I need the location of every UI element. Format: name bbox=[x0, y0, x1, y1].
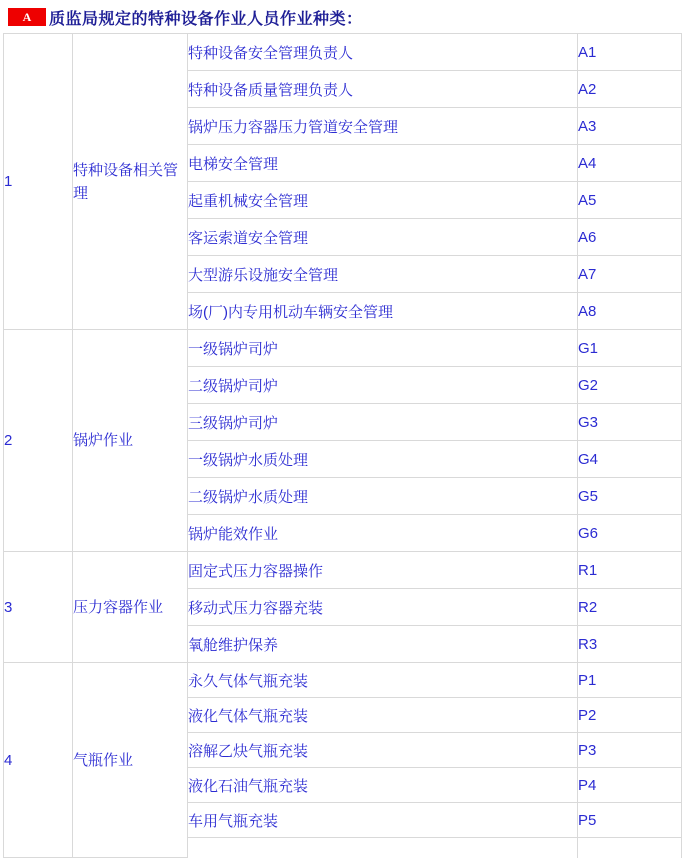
item-name-cell: 锅炉压力容器压力管道安全管理 bbox=[188, 108, 578, 145]
code-cell: P1 bbox=[578, 663, 682, 698]
table-row bbox=[4, 330, 682, 367]
code-cell: A3 bbox=[578, 108, 682, 145]
item-name-cell: 二级锅炉水质处理 bbox=[188, 478, 578, 515]
item-name-cell: 大型游乐设施安全管理 bbox=[188, 256, 578, 293]
code-cell: P2 bbox=[578, 698, 682, 733]
code-cell: A2 bbox=[578, 71, 682, 108]
item-name-cell: 起重机械安全管理 bbox=[188, 182, 578, 219]
code-cell: P4 bbox=[578, 768, 682, 803]
item-name-cell: 场(厂)内专用机动车辆安全管理 bbox=[188, 293, 578, 330]
item-name-cell: 氧舱维护保养 bbox=[188, 626, 578, 663]
item-name-cell: 溶解乙炔气瓶充装 bbox=[188, 733, 578, 768]
item-name-cell: 一级锅炉司炉 bbox=[188, 330, 578, 367]
item-name-cell: 液化石油气瓶充装 bbox=[188, 768, 578, 803]
table-row bbox=[4, 663, 682, 698]
code-cell: R3 bbox=[578, 626, 682, 663]
item-name-cell: 车用气瓶充装 bbox=[188, 803, 578, 838]
item-name-cell: 液化气体气瓶充装 bbox=[188, 698, 578, 733]
group-number-cell: 3 bbox=[4, 552, 73, 663]
table-row bbox=[4, 34, 682, 71]
item-name-cell: 固定式压力容器操作 bbox=[188, 552, 578, 589]
code-cell: G1 bbox=[578, 330, 682, 367]
code-cell: A1 bbox=[578, 34, 682, 71]
group-number-cell: 2 bbox=[4, 330, 73, 552]
code-cell: A4 bbox=[578, 145, 682, 182]
item-name-cell: 客运索道安全管理 bbox=[188, 219, 578, 256]
code-cell: P3 bbox=[578, 733, 682, 768]
item-name-cell: 一级锅炉水质处理 bbox=[188, 441, 578, 478]
table-row bbox=[4, 552, 682, 589]
code-cell: G4 bbox=[578, 441, 682, 478]
code-cell: A8 bbox=[578, 293, 682, 330]
code-cell: P5 bbox=[578, 803, 682, 838]
page-header bbox=[8, 8, 689, 26]
item-name-cell: 锅炉能效作业 bbox=[188, 515, 578, 552]
code-cell: R2 bbox=[578, 589, 682, 626]
item-name-cell: 移动式压力容器充装 bbox=[188, 589, 578, 626]
page-title: 质监局规定的特种设备作业人员作业种类： bbox=[49, 10, 363, 28]
code-cell: G2 bbox=[578, 367, 682, 404]
code-cell: G5 bbox=[578, 478, 682, 515]
item-name-cell: 永久气体气瓶充装 bbox=[188, 663, 578, 698]
category-cell: 压力容器作业 bbox=[73, 552, 188, 663]
code-cell: G3 bbox=[578, 404, 682, 441]
group-number-cell: 1 bbox=[4, 34, 73, 330]
item-name-cell: 三级锅炉司炉 bbox=[188, 404, 578, 441]
code-cell: A7 bbox=[578, 256, 682, 293]
job-categories-table bbox=[3, 33, 682, 858]
item-name-cell: 二级锅炉司炉 bbox=[188, 367, 578, 404]
category-cell: 锅炉作业 bbox=[73, 330, 188, 552]
item-name-cell: 特种设备质量管理负责人 bbox=[188, 71, 578, 108]
group-number-cell: 4 bbox=[4, 663, 73, 858]
item-name-cell: 电梯安全管理 bbox=[188, 145, 578, 182]
section-badge: A bbox=[8, 8, 46, 26]
item-name-cell: 特种设备安全管理负责人 bbox=[188, 34, 578, 71]
category-cell: 气瓶作业 bbox=[73, 663, 188, 858]
code-cell: R1 bbox=[578, 552, 682, 589]
category-cell: 特种设备相关管理 bbox=[73, 34, 188, 330]
code-cell: G6 bbox=[578, 515, 682, 552]
code-cell: A6 bbox=[578, 219, 682, 256]
code-cell: A5 bbox=[578, 182, 682, 219]
